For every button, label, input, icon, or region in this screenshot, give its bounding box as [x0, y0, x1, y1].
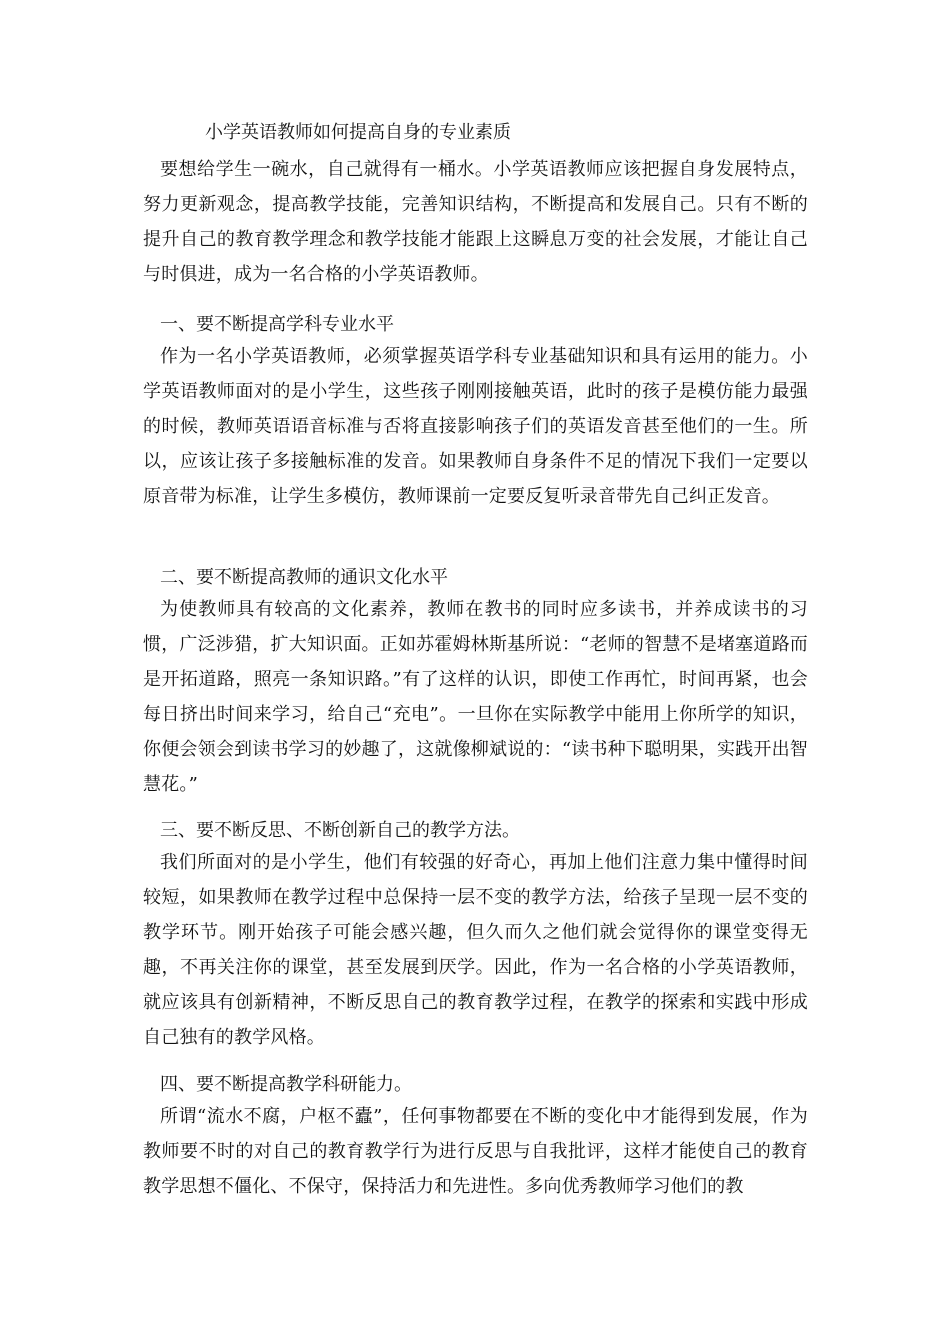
section-4-body: 所谓“流水不腐，户枢不蠹”，任何事物都要在不断的变化中才能得到发展，作为教师要不时的对自己的教育教学行为进行反思与自我批评，这样才能使自己的教育教学思想不僵化、不保守，保持活力和先进性。多向优秀教师学习他们的教 [143, 1106, 808, 1197]
section-3-heading: 三、要不断反思、不断创新自己的教学方法。 [160, 820, 520, 841]
document-title: 小学英语教师如何提高自身的专业素质 [205, 122, 511, 143]
section-3-body: 我们所面对的是小学生，他们有较强的好奇心，再加上他们注意力集中懂得时间较短，如果教师在教学过程中总保持一层不变的教学方法，给孩子呈现一层不变的教学环节。刚开始孩子可能会感兴趣，但久而久之他们就会觉得你的课堂变得无趣，不再关注你的课堂，甚至发展到厌学。因此，作为一名合格的小学英语教师，就应该具有创新精神，不断反思自己的教育教学过程，在教学的探索和实践中形成自己独有的教学风格。 [143, 852, 808, 1048]
section-4-heading: 四、要不断提高教学科研能力。 [160, 1074, 412, 1095]
section-2-heading: 二、要不断提高教师的通识文化水平 [160, 567, 448, 588]
intro-paragraph: 要想给学生一碗水，自己就得有一桶水。小学英语教师应该把握自身发展特点，努力更新观念，提高教学技能，完善知识结构，不断提高和发展自己。只有不断的提升自己的教育教学理念和教学技能才能跟上这瞬息万变的社会发展，才能让自己与时俱进，成为一名合格的小学英语教师。 [143, 159, 808, 285]
section-2-body: 为使教师具有较高的文化素养，教师在教书的同时应多读书，并养成读书的习惯，广泛涉猎，扩大知识面。正如苏霍姆林斯基所说：“老师的智慧不是堵塞道路而是开拓道路，照亮一条知识路。”有了这样的认识，即使工作再忙，时间再紧，也会每日挤出时间来学习，给自己“充电”。一旦你在实际教学中能用上你所学的知识，你便会领会到读书学习的妙趣了，这就像柳斌说的：“读书种下聪明果，实践开出智慧花。” [143, 599, 808, 795]
section-1-heading: 一、要不断提高学科专业水平 [160, 314, 394, 335]
section-1-body: 作为一名小学英语教师，必须掌握英语学科专业基础知识和具有运用的能力。小学英语教师面对的是小学生，这些孩子刚刚接触英语，此时的孩子是模仿能力最强的时候，教师英语语音标准与否将直接影响孩子们的英语发音甚至他们的一生。所以，应该让孩子多接触标准的发音。如果教师自身条件不足的情况下我们一定要以原音带为标准，让学生多模仿，教师课前一定要反复听录音带先自己纠正发音。 [143, 346, 808, 507]
